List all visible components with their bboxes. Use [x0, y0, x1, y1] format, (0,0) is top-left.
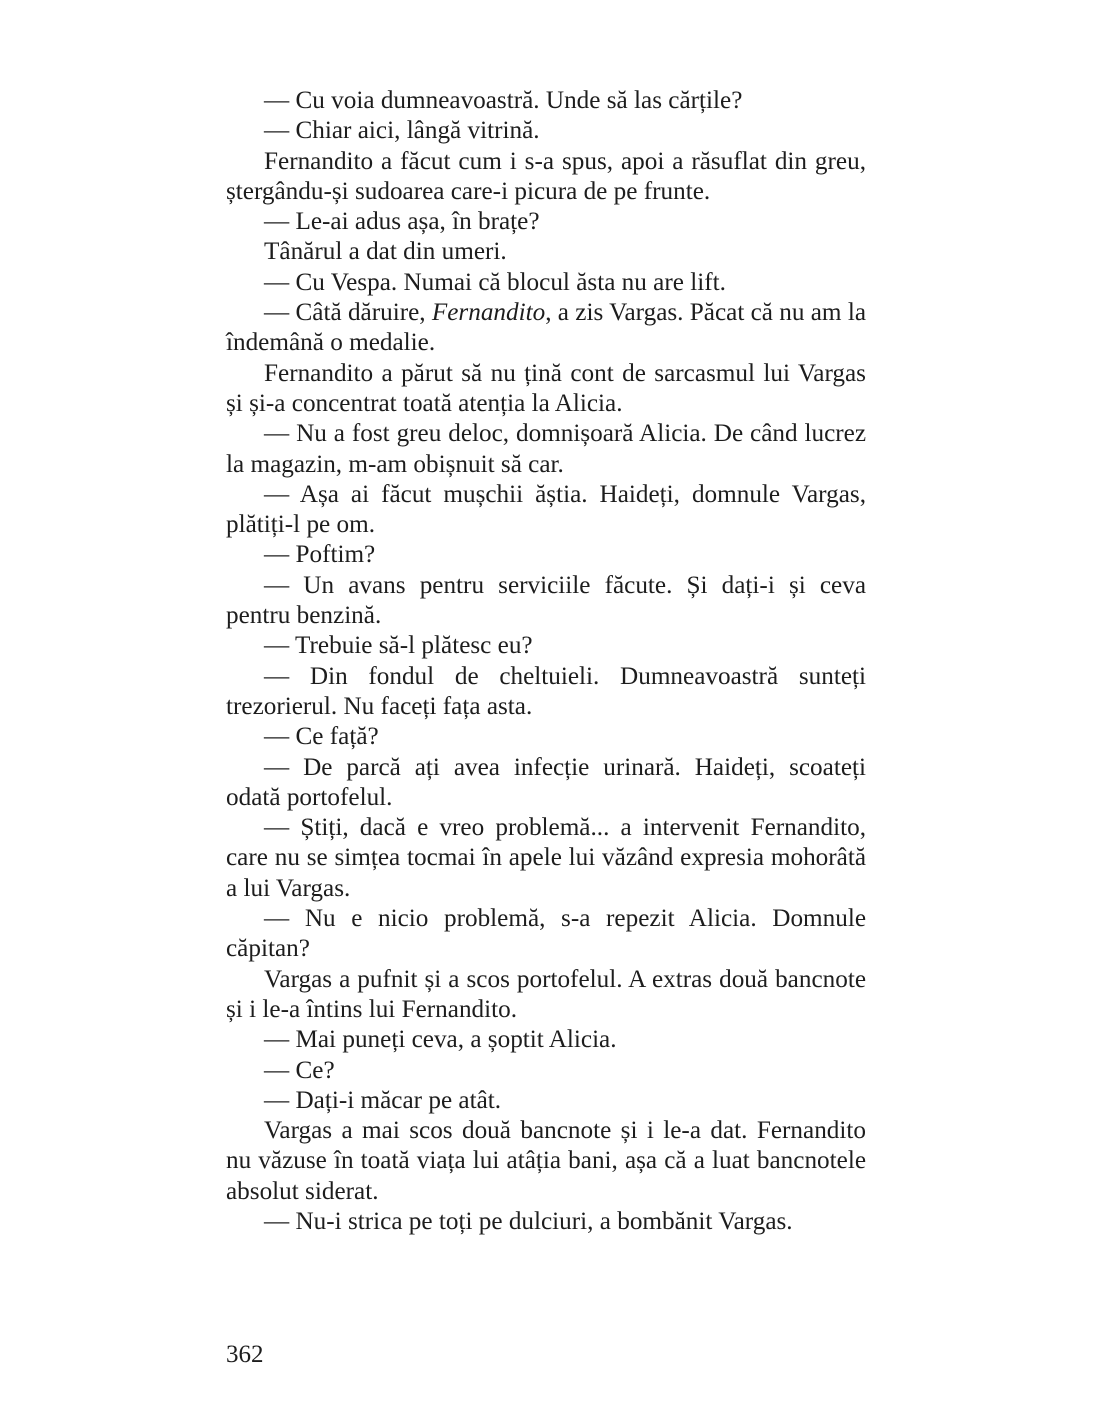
- paragraph: Fernandito a părut să nu țină cont de sarcasmul lui Vargas și și-a concentrat toată atenția la Alicia.: [226, 359, 866, 417]
- paragraph: — Trebuie să-l plătesc eu?: [264, 632, 533, 660]
- page-number: 362: [226, 1341, 264, 1368]
- paragraph: — Poftim?: [264, 541, 376, 569]
- paragraph: — Le-ai adus așa, în brațe?: [264, 208, 540, 236]
- paragraph: — Din fondul de cheltuieli. Dumneavoastră sunteți trezorierul. Nu faceți fața asta.: [226, 662, 866, 720]
- paragraph: [226, 298, 866, 359]
- paragraph: — Nu e nicio problemă, s-a repezit Alicia. Domnule căpitan?: [226, 905, 866, 963]
- italic-name: Fernandito: [431, 299, 546, 327]
- paragraph: — Chiar aici, lângă vitrină.: [264, 117, 540, 145]
- page-body: [226, 86, 866, 1237]
- paragraph: — Cu Vespa. Numai că blocul ăsta nu are lift.: [264, 268, 726, 296]
- paragraph: Vargas a pufnit și a scos portofelul. A extras două bancnote și i le-a întins lui Fernandito.: [226, 965, 866, 1023]
- paragraph: Fernandito a făcut cum i s-a spus, apoi a răsuflat din greu, ștergându-și sudoarea care-i picura de pe frunte.: [226, 147, 866, 205]
- paragraph: — Știți, dacă e vreo problemă... a intervenit Fernandito, care nu se simțea tocmai în apele lui văzând expresia mohorâtă a lui Vargas.: [226, 814, 866, 902]
- paragraph: — Ce?: [264, 1056, 335, 1084]
- paragraph: Tânărul a dat din umeri.: [264, 238, 507, 266]
- paragraph: Vargas a mai scos două bancnote și i le-a dat. Fernandito nu văzuse în toată viața lui atâția bani, așa că a luat bancnotele absolut siderat.: [226, 1117, 866, 1205]
- paragraph: — Așa ai făcut mușchii ăștia. Haideți, domnule Vargas, plătiți-l pe om.: [226, 480, 866, 539]
- paragraph: — Dați-i măcar pe atât.: [264, 1086, 502, 1114]
- paragraph: — Cu voia dumneavoastră. Unde să las cărțile?: [264, 87, 743, 114]
- paragraph: — De parcă ați avea infecție urinară. Haideți, scoateți odată portofelul.: [226, 753, 866, 811]
- paragraph-text: — Câtă dăruire,: [264, 299, 432, 327]
- paragraph: — Un avans pentru serviciile făcute. Și dați-i și ceva pentru benzină.: [226, 571, 866, 630]
- paragraph: — Nu-i strica pe toți pe dulciuri, a bombănit Vargas.: [264, 1207, 793, 1235]
- paragraph: — Nu a fost greu deloc, domnișoară Alicia. De când lucrez la magazin, m-am obișnuit să car.: [226, 420, 866, 478]
- paragraph: — Mai puneți ceva, a șoptit Alicia.: [264, 1026, 617, 1054]
- paragraph: — Ce față?: [264, 723, 379, 751]
- paragraph-text: , a zis Vargas. Păcat că nu am la îndemână o medalie.: [226, 299, 866, 357]
